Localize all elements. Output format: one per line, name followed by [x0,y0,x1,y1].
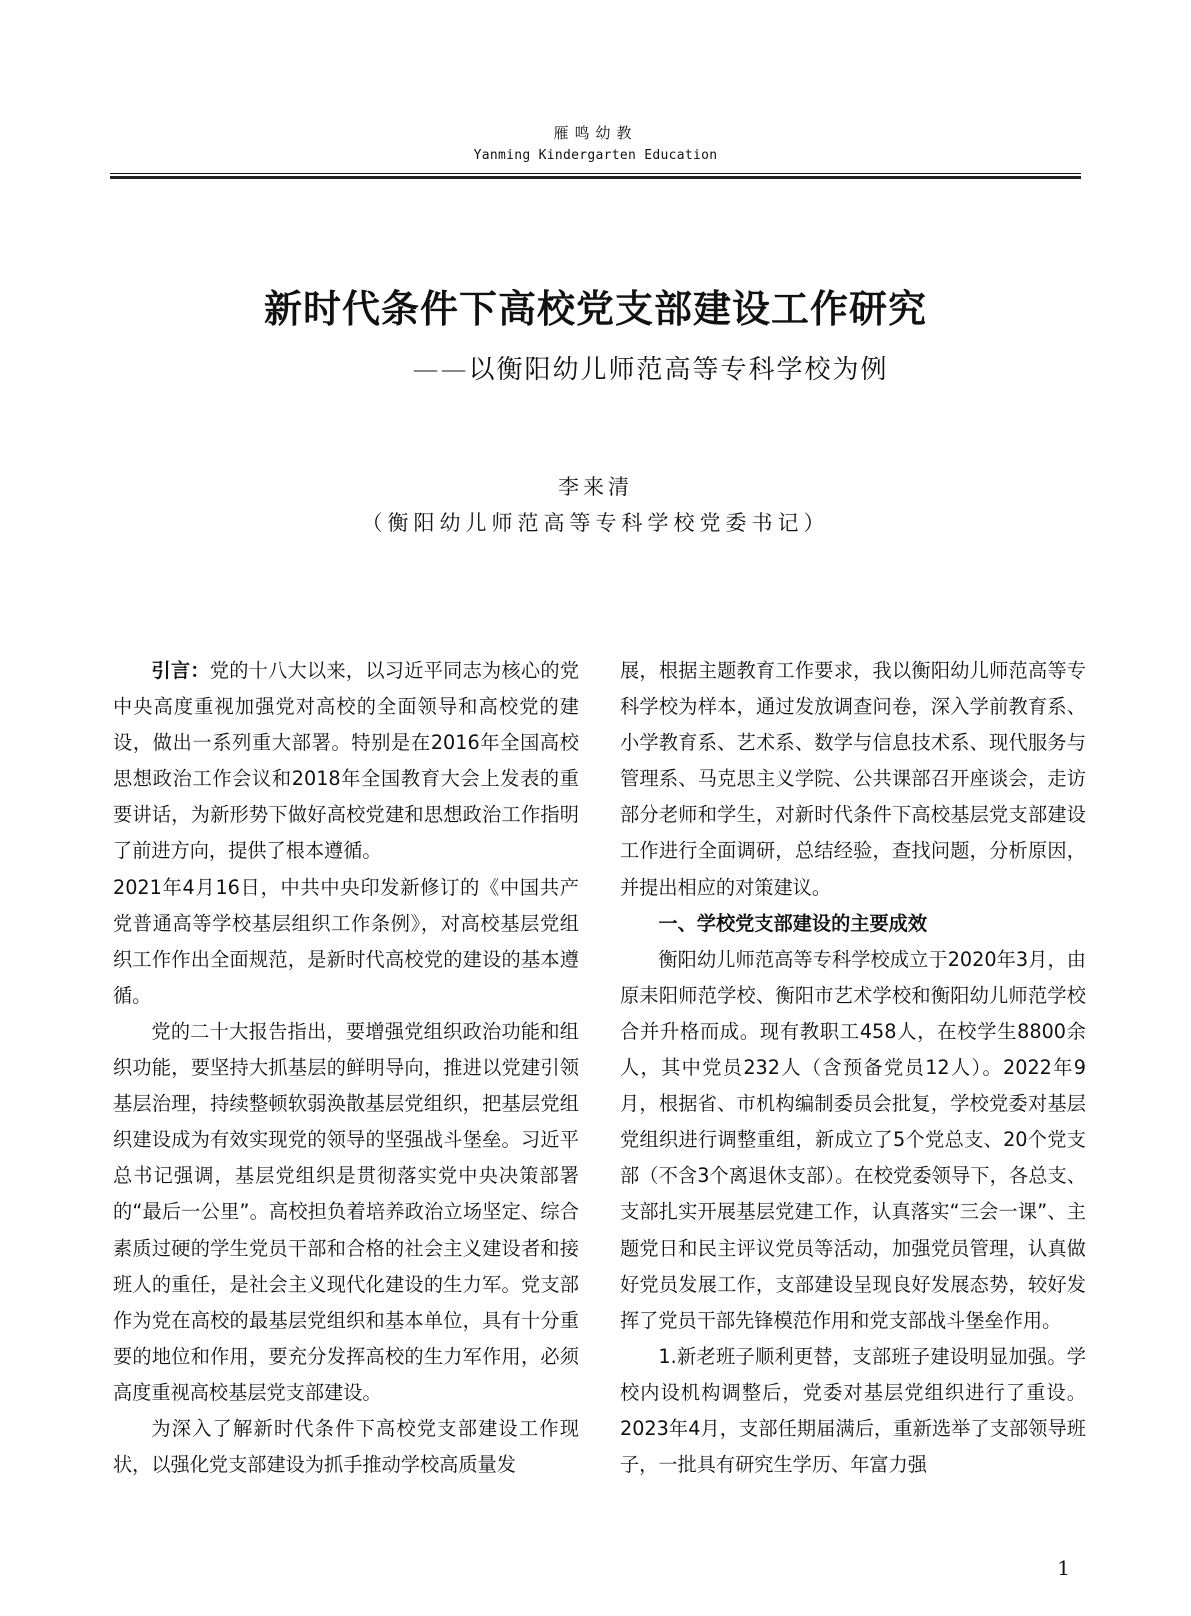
intro-text: 党的十八大以来，以习近平同志为核心的党中央高度重视加强党对高校的全面领导和高校党的建设，做出一系列重大部署。特别是在2016年全国高校思想政治工作会议和2018年全国教育大会上发表的重要讲话，为新形势下做好高校党建和思想政治工作指明了前进方向，提供了根本遵循。 [113,659,580,863]
article-subtitle: ——以衡阳幼儿师范高等专科学校为例 [412,355,889,385]
section-heading: 一、学校党支部建设的主要成效 [658,911,928,935]
author-name: 李来清 [558,475,633,499]
journal-name-cn: 雁鸣幼教 [553,124,638,142]
paragraph: 展，根据主题教育工作要求，我以衡阳幼儿师范高等专科学校为样本，通过发放调查问卷，深入学前教育系、小学教育系、艺术系、数学与信息技术系、现代服务与管理系、马克思主义学院、公共课部召开座谈会，走访部分老师和学生，对新时代条件下高校基层党支部建设工作进行全面调研，总结经验，查找问题，分析原因，并提出相应的对策建议。 [620,659,1086,899]
journal-name-en: Yanming Kindergarten Education [473,148,718,163]
intro-paragraph [113,653,579,870]
intro-label: 引言： [151,659,210,682]
right-column [620,653,1086,1483]
page-number: 1 [1057,1556,1070,1580]
paragraph: 衡阳幼儿师范高等专科学校成立于2020年3月，由原耒阳师范学校、衡阳市艺术学校和衡阳幼儿师范学校合并升格而成。现有教职工458人，在校学生8800余人，其中党员232人（含预备党员12人）。2022年9月，根据省、市机构编制委员会批复，学校党委对基层党组织进行调整重组，新成立了5个党总支、20个党支部（不含3个离退休支部）。在校党委领导下，各总支、支部扎实开展基层党建工作，认真落实“三会一课”、主题党日和民主评议党员等活动，加强党员管理，认真做好党员发展工作，支部建设呈现良好发展态势，较好发挥了党员干部先锋模范作用和党支部战斗堡垒作用。 [620,947,1086,1332]
journal-header [0,123,1191,166]
paragraph: 1.新老班子顺利更替，支部班子建设明显加强。学校内设机构调整后，党委对基层党组织进行了重设。2023年4月，支部任期届满后，重新选举了支部领导班子，一批具有研究生学历、年富力强 [620,1344,1086,1477]
left-column [113,653,579,1483]
article-title: 新时代条件下高校党支部建设工作研究 [263,286,927,331]
header-rule-thin [110,173,1081,174]
paragraph: 2021年4月16日，中共中央印发新修订的《中国共产党普通高等学校基层组织工作条例》，对高校基层党组织工作作出全面规范，是新时代高校党的建设的基本遵循。 [113,875,579,1007]
header-rule-thick [110,176,1081,179]
paragraph: 党的二十大报告指出，要增强党组织政治功能和组织功能，要坚持大抓基层的鲜明导向，推进以党建引领基层治理，持续整顿软弱涣散基层党组织，把基层党组织建设成为有效实现党的领导的坚强战斗堡垒。习近平总书记强调，基层党组织是贯彻落实党中央决策部署的“最后一公里”。高校担负着培养政治立场坚定、综合素质过硬的学生党员干部和合格的社会主义建设者和接班人的重任，是社会主义现代化建设的生力军。党支部作为党在高校的最基层党组织和基本单位，具有十分重要的地位和作用，要充分发挥高校的生力军作用，必须高度重视高校基层党支部建设。 [113,1019,579,1404]
paragraph: 为深入了解新时代条件下高校党支部建设工作现状，以强化党支部建设为抓手推动学校高质量发 [113,1416,579,1477]
author-affiliation: （衡阳幼儿师范高等专科学校党委书记） [361,511,830,535]
